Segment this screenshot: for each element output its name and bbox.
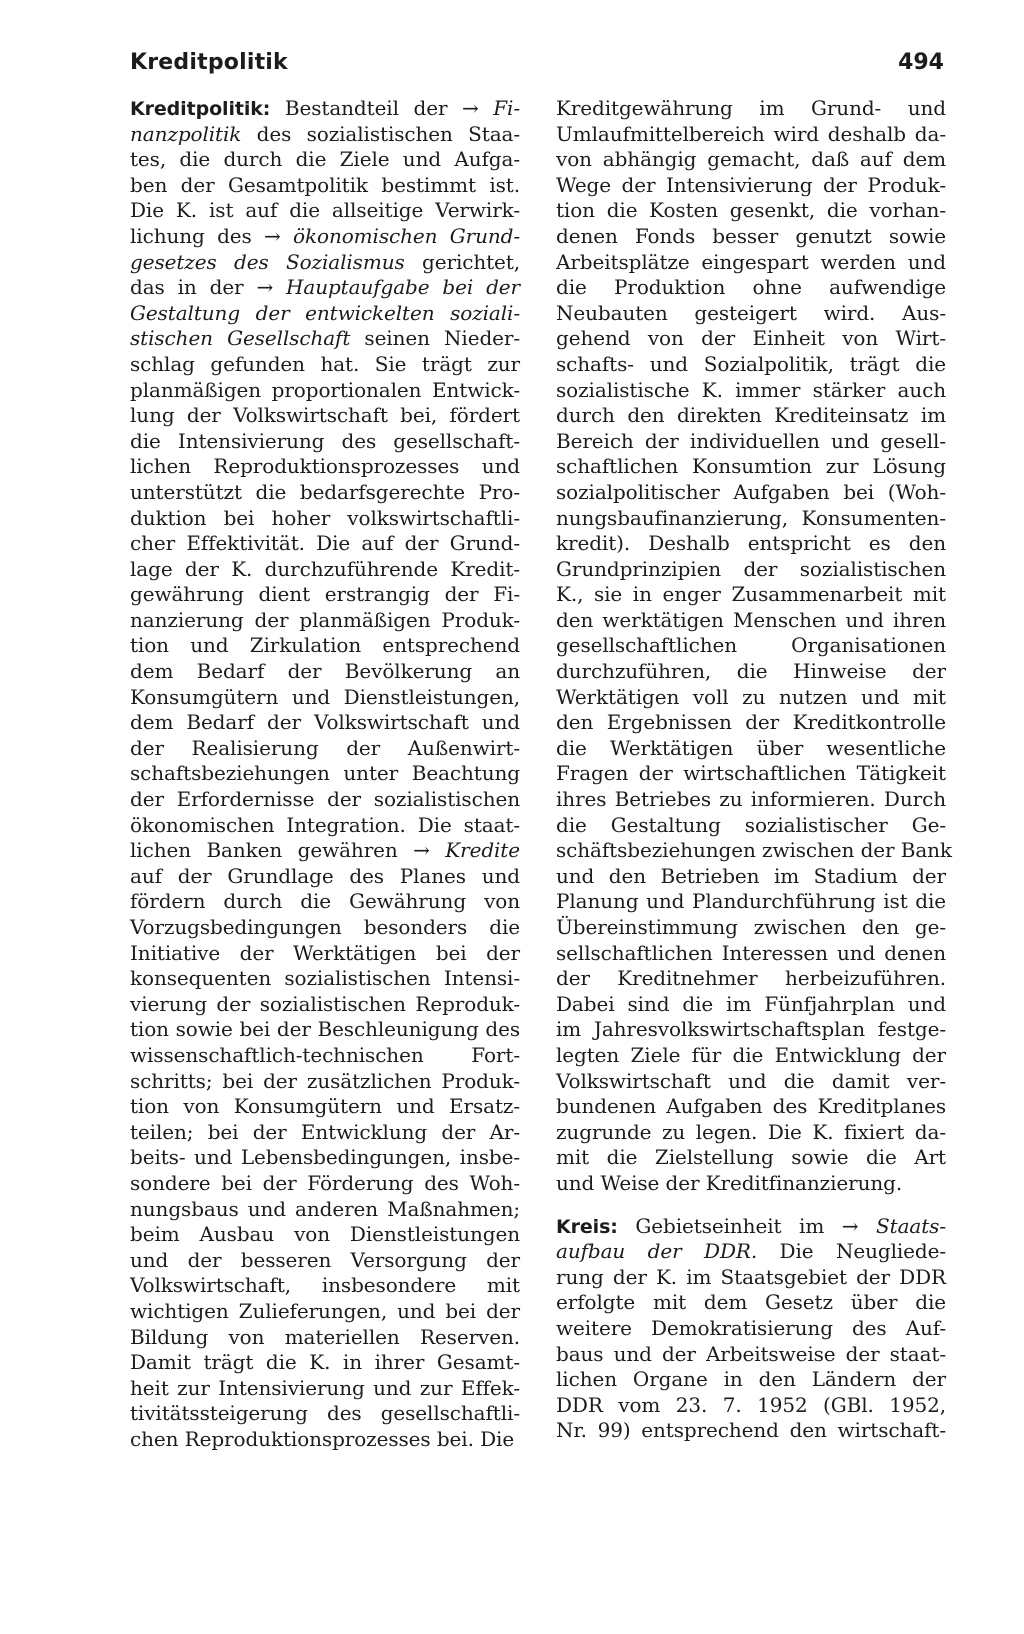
text-line [556, 1418, 946, 1444]
text-segment: planmäßigen proportionalen Entwick- [130, 377, 520, 402]
text-segment: gesellschaftlichen Organisationen [556, 633, 946, 658]
text-segment: beim Ausbau von Dienstleistungen [130, 1222, 520, 1247]
text-segment: mit die Zielstellung sowie die Art [556, 1145, 946, 1170]
text-line [556, 96, 946, 122]
text-segment: des sozialistischen Staa- [241, 121, 520, 146]
text-line [130, 1273, 520, 1299]
text-segment: Bereich der individuellen und gesell- [556, 428, 946, 453]
text-segment: Volkswirtschaft und die damit ver- [556, 1068, 946, 1093]
text-line [130, 96, 520, 122]
cross-reference: aufbau der DDR. [556, 1239, 758, 1264]
text-segment: Umlaufmittelbereich wird deshalb da- [556, 121, 946, 146]
text-segment: Volkswirtschaft, insbesondere mit [130, 1273, 520, 1298]
text-line [130, 198, 520, 224]
text-line [130, 941, 520, 967]
text-line [130, 889, 520, 915]
text-segment: lichen Banken gewähren [130, 838, 414, 863]
text-segment: erfolgte mit dem Gesetz über die [556, 1290, 946, 1315]
entry-keyword: Kreis: [556, 1215, 618, 1238]
text-segment: wissenschaftlich-technischen Fort- [130, 1042, 520, 1067]
cross-reference: → Kredite [413, 838, 520, 863]
text-segment: tes, die durch die Ziele und Aufga- [130, 147, 520, 172]
text-segment: sozialpolitischer Aufgaben bei (Woh- [556, 479, 946, 504]
text-segment: ökonomischen Integration. Die staat- [130, 812, 520, 837]
text-segment: sellschaftlichen Interessen und denen [556, 940, 946, 965]
text-segment: tion von Konsumgütern und Ersatz- [130, 1094, 520, 1119]
text-segment: DDR vom 23. 7. 1952 (GBl. 1952, [556, 1392, 946, 1417]
page-number: 494 [898, 50, 944, 75]
text-segment: cher Effektivität. Die auf der Grund- [130, 531, 520, 556]
text-segment: Bestandteil der [270, 96, 462, 120]
text-segment: das in der [130, 275, 257, 300]
text-segment: konsequenten sozialistischen Intensi- [130, 966, 520, 991]
text-segment: beits- und Lebensbedingungen, insbe- [130, 1145, 520, 1170]
text-line [130, 608, 520, 634]
text-segment: der Realisierung der Außenwirt- [130, 735, 520, 760]
text-line [556, 864, 946, 890]
text-line [130, 915, 520, 941]
text-line [130, 480, 520, 506]
text-line [556, 378, 946, 404]
text-segment: rung der K. im Staatsgebiet der DDR [556, 1264, 946, 1289]
entry-kreditpolitik [130, 96, 520, 1452]
cross-reference: Gestaltung der entwickelten soziali- [130, 300, 520, 325]
text-segment: den werktätigen Menschen und ihren [556, 607, 946, 632]
text-segment: Vorzugsbedingungen besonders die [130, 915, 520, 939]
text-line [556, 480, 946, 506]
text-line [556, 122, 946, 148]
text-line [556, 1239, 946, 1265]
text-line [556, 710, 946, 736]
text-segment: kredit). Deshalb entspricht es den [556, 531, 946, 556]
text-line [130, 352, 520, 378]
text-line [556, 147, 946, 173]
text-line [556, 250, 946, 276]
text-segment: schaftsbeziehungen unter Beachtung [130, 761, 520, 786]
text-segment: Grundprinzipien der sozialistischen [556, 556, 946, 581]
text-segment: Werktätigen voll zu nutzen und mit [556, 684, 946, 709]
text-segment: ihres Betriebes zu informieren. Durch [556, 787, 946, 812]
text-line [556, 1043, 946, 1069]
text-segment: Die K. ist auf die allseitige Verwirk- [130, 198, 520, 223]
text-line [556, 685, 946, 711]
text-segment: den Ergebnissen der Kreditkontrolle [556, 710, 946, 735]
text-segment: der Kreditnehmer herbeizuführen. [556, 966, 946, 991]
left-column [130, 96, 520, 1452]
text-segment: Arbeitsplätze eingespart werden und [556, 249, 946, 274]
text-line [130, 250, 520, 276]
text-line [130, 838, 520, 864]
text-segment: schäftsbeziehungen zwischen der Bank [556, 838, 952, 863]
text-segment: auf der Grundlage des Planes und [130, 863, 520, 888]
text-line [130, 1248, 520, 1274]
text-segment: und den Betrieben im Stadium der [556, 863, 946, 888]
text-line [130, 1401, 520, 1427]
text-segment: seinen Nieder- [350, 326, 521, 351]
text-line [556, 582, 946, 608]
text-line [556, 275, 946, 301]
text-line [556, 889, 946, 915]
text-line [130, 992, 520, 1018]
text-segment: heit zur Intensivierung und zur Effek- [130, 1375, 520, 1400]
cross-reference: → Hauptaufgabe bei der [256, 275, 520, 300]
text-segment: duktion bei hoher volkswirtschaftli- [130, 505, 520, 530]
text-segment: wichtigen Zulieferungen, und bei der [130, 1298, 520, 1323]
text-line [130, 122, 520, 148]
text-segment: und Weise der Kreditfinanzierung. [556, 1170, 903, 1195]
text-segment: lichung des [130, 223, 265, 248]
text-segment: tion sowie bei der Beschleunigung des [130, 1017, 520, 1042]
text-line [130, 1043, 520, 1069]
text-segment: schaftlichen Konsumtion zur Lösung [556, 454, 946, 479]
text-line [556, 1342, 946, 1368]
right-column [556, 96, 952, 1444]
text-line [556, 557, 946, 583]
text-line [130, 1171, 520, 1197]
text-line [130, 1120, 520, 1146]
text-segment: die Werktätigen über wesentliche [556, 735, 946, 760]
text-line [130, 710, 520, 736]
text-line [130, 275, 520, 301]
cross-reference: stischen Gesellschaft [130, 326, 351, 351]
text-line [130, 1427, 520, 1453]
text-segment: Dabei sind die im Fünfjahrplan und [556, 991, 946, 1016]
text-segment: und der besseren Versorgung der [130, 1247, 520, 1272]
text-segment: Übereinstimmung zwischen den ge- [556, 915, 946, 939]
text-segment: lage der K. durchzuführende Kredit- [130, 556, 520, 581]
text-line [556, 1290, 946, 1316]
text-segment: unterstützt die bedarfsgerechte Pro- [130, 479, 520, 504]
text-segment: Planung und Plandurchführung ist die [556, 889, 946, 914]
text-line [556, 941, 946, 967]
text-segment: Bildung von materiellen Reserven. [130, 1324, 520, 1349]
text-line [556, 813, 946, 839]
text-line [556, 761, 946, 787]
text-line [130, 1325, 520, 1351]
text-line [130, 506, 520, 532]
text-segment: ben der Gesamtpolitik bestimmt ist. [130, 172, 520, 197]
text-line [556, 1094, 946, 1120]
text-segment: Damit trägt die K. in ihrer Gesamt- [130, 1350, 520, 1375]
text-line [130, 1069, 520, 1095]
entry-keyword: Kreditpolitik: [130, 98, 271, 120]
text-line [556, 1145, 946, 1171]
text-segment: baus und der Arbeitsweise der staat- [556, 1341, 946, 1366]
text-segment: von abhängig gemacht, daß auf dem [556, 147, 946, 172]
text-line [556, 1069, 946, 1095]
entry-kreditpolitik-continued [556, 96, 952, 1197]
text-line [556, 224, 946, 250]
text-line [556, 1316, 946, 1342]
text-line [130, 173, 520, 199]
text-segment: chen Reproduktionsprozesses bei. Die [130, 1426, 515, 1451]
text-segment: legten Ziele für die Entwicklung der [556, 1042, 946, 1067]
text-line [556, 198, 946, 224]
text-line [130, 1222, 520, 1248]
text-segment: Die Neugliede- [757, 1239, 946, 1264]
text-line [130, 582, 520, 608]
text-line [130, 813, 520, 839]
text-line [556, 506, 946, 532]
text-segment: tion und Zirkulation entsprechend [130, 633, 520, 658]
text-line [130, 1299, 520, 1325]
text-segment: die Gestaltung sozialistischer Ge- [556, 812, 946, 837]
cross-reference: → Fi- [462, 96, 520, 120]
text-segment: dem Bedarf der Volkswirtschaft und [130, 710, 520, 735]
text-line [556, 966, 946, 992]
text-segment: Konsumgütern und Dienstleistungen, [130, 684, 520, 709]
text-line [130, 1350, 520, 1376]
cross-reference: → ökonomischen Grund- [264, 223, 521, 248]
text-segment: Wege der Intensivierung der Produk- [556, 172, 946, 197]
text-segment: Nr. 99) entsprechend den wirtschaft- [556, 1418, 946, 1443]
text-segment: tivitätssteigerung des gesellschaftli- [130, 1401, 520, 1426]
text-line [556, 1265, 946, 1291]
text-segment: die Produktion ohne aufwendige [556, 275, 946, 300]
text-line [556, 352, 946, 378]
text-line [556, 429, 946, 455]
text-line [556, 838, 952, 864]
text-segment: tion die Kosten gesenkt, die vorhan- [556, 198, 946, 223]
text-line [130, 966, 520, 992]
text-segment: Kreditgewährung im Grund- und [556, 96, 946, 120]
text-line [556, 1171, 946, 1197]
text-line [130, 1376, 520, 1402]
text-line [130, 403, 520, 429]
text-line [556, 608, 946, 634]
cross-reference: nanzpolitik [130, 121, 242, 146]
text-segment: K., sie in enger Zusammenarbeit mit [556, 582, 946, 607]
text-line [130, 633, 520, 659]
text-line [556, 301, 946, 327]
text-segment: durch den direkten Krediteinsatz im [556, 403, 946, 428]
text-line [556, 531, 946, 557]
text-segment: fördern durch die Gewährung von [130, 889, 520, 914]
text-segment: nungsbaufinanzierung, Konsumenten- [556, 505, 946, 530]
text-segment: lung der Volkswirtschaft bei, fördert [130, 403, 520, 428]
text-line [556, 454, 946, 480]
text-line [130, 659, 520, 685]
text-line [130, 557, 520, 583]
text-line [556, 633, 946, 659]
text-line [556, 787, 946, 813]
text-segment: gewährung dient erstrangig der Fi- [130, 582, 520, 607]
text-line [556, 173, 946, 199]
text-line [130, 454, 520, 480]
running-head: Kreditpolitik [130, 50, 288, 75]
text-segment: bundenen Aufgaben des Kreditplanes [556, 1094, 946, 1119]
entry-kreis [556, 1214, 946, 1444]
text-line [556, 1367, 946, 1393]
text-line [130, 378, 520, 404]
text-segment: teilen; bei der Entwicklung der Ar- [130, 1119, 520, 1144]
text-segment: Initiative der Werktätigen bei der [130, 940, 520, 965]
text-line [556, 1214, 946, 1240]
text-line [556, 1120, 946, 1146]
text-line [556, 326, 946, 352]
text-segment: nanzierung der planmäßigen Produk- [130, 607, 520, 632]
text-segment: denen Fonds besser genutzt sowie [556, 223, 946, 248]
text-line [130, 787, 520, 813]
text-segment: weitere Demokratisierung des Auf- [556, 1315, 946, 1340]
text-line [556, 1017, 946, 1043]
text-segment: dem Bedarf der Bevölkerung an [130, 659, 520, 684]
text-line [130, 1094, 520, 1120]
text-segment: durchzuführen, die Hinweise der [556, 659, 946, 684]
text-line [556, 403, 946, 429]
text-segment: schlag gefunden hat. Sie trägt zur [130, 351, 520, 376]
text-line [130, 864, 520, 890]
cross-reference: gesetzes des Sozialismus [130, 249, 405, 274]
text-segment: schafts- und Sozialpolitik, trägt die [556, 351, 946, 376]
text-segment: Neubauten gesteigert wird. Aus- [556, 300, 946, 325]
text-line [130, 761, 520, 787]
text-line [556, 659, 946, 685]
text-segment: im Jahresvolkswirtschaftsplan festge- [556, 1017, 946, 1042]
cross-reference: → Staats- [841, 1213, 946, 1238]
text-segment: lichen Reproduktionsprozesses und [130, 454, 520, 479]
text-segment: Fragen der wirtschaftlichen Tätigkeit [556, 761, 946, 786]
text-segment: sozialistische K. immer stärker auch [556, 377, 946, 402]
text-line [130, 531, 520, 557]
paragraph-gap [556, 1197, 946, 1214]
text-segment: schritts; bei der zusätzlichen Produk- [130, 1068, 520, 1093]
text-line [556, 992, 946, 1018]
text-segment: die Intensivierung des gesellschaft- [130, 428, 520, 453]
text-line [130, 1017, 520, 1043]
text-segment: nungsbaus und anderen Maßnahmen; [130, 1196, 520, 1221]
text-line [130, 147, 520, 173]
text-line [556, 915, 946, 941]
text-segment: zugrunde zu legen. Die K. fixiert da- [556, 1119, 946, 1144]
text-line [130, 326, 520, 352]
text-segment: Gebietseinheit im [617, 1213, 842, 1238]
text-segment: gerichtet, [404, 249, 520, 274]
text-line [130, 736, 520, 762]
text-line [556, 1393, 946, 1419]
text-line [130, 429, 520, 455]
text-line [130, 224, 520, 250]
text-segment: gehend von der Einheit von Wirt- [556, 326, 946, 351]
text-line [130, 1197, 520, 1223]
text-line [556, 736, 946, 762]
text-segment: der Erfordernisse der sozialistischen [130, 787, 520, 812]
text-line [130, 1145, 520, 1171]
text-line [130, 685, 520, 711]
text-segment: lichen Organe in den Ländern der [556, 1367, 946, 1392]
text-segment: sondere bei der Förderung des Woh- [130, 1170, 520, 1195]
text-line [130, 301, 520, 327]
text-segment: vierung der sozialistischen Reproduk- [130, 991, 520, 1016]
